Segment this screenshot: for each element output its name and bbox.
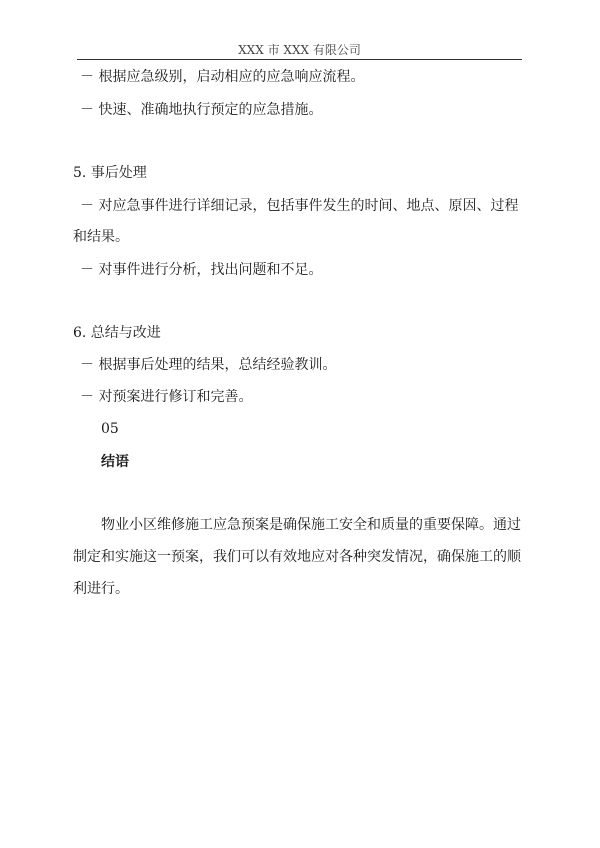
conclusion-line-2: 制定和实施这一预案，我们可以有效地应对各种突发情况，确保施工的顺 <box>73 549 521 565</box>
section-6-bullet-2: － 对预案进行修订和完善。 <box>80 389 253 405</box>
header-title: XXX 市 XXX 有限公司 <box>238 43 361 57</box>
section-5-bullet-1-line-2: 和结果。 <box>73 229 129 245</box>
page-header <box>77 43 522 60</box>
response-bullet-1: － 根据应急级别，启动相应的应急响应流程。 <box>80 69 365 85</box>
section-5-bullet-1-line-1: － 对应急事件进行详细记录，包括事件发生的时间、地点、原因、过程 <box>80 198 519 214</box>
section-6-heading: 6. 总结与改进 <box>73 325 161 341</box>
chapter-title: 结语 <box>101 454 129 470</box>
section-5-bullet-2: － 对事件进行分析，找出问题和不足。 <box>80 262 323 278</box>
response-bullet-2: － 快速、准确地执行预定的应急措施。 <box>80 102 323 118</box>
section-6-bullet-1: － 根据事后处理的结果，总结经验教训。 <box>80 357 337 373</box>
conclusion-line-3: 利进行。 <box>73 581 129 597</box>
section-5-heading: 5. 事后处理 <box>73 165 147 181</box>
conclusion-line-1: 物业小区维修施工应急预案是确保施工安全和质量的重要保障。通过 <box>101 517 521 533</box>
chapter-number: 05 <box>101 421 119 437</box>
